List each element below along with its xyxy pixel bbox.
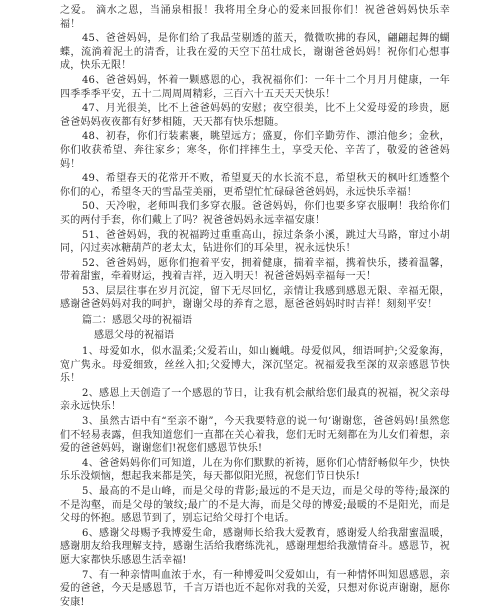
paragraph: 50、天冷啦，老师叫我们多穿衣服。爸爸妈妈，你们也要多穿衣服啊！我给你们买的两付手套，你们戴上了吗？祝爸爸妈妈永远幸福安康！	[60, 201, 450, 226]
paragraph: 2、感恩上天创造了一个感恩的节日，让我有机会献给您们最真的祝福，祝父亲母亲永远快乐！	[60, 387, 450, 413]
paragraph: 51、爸爸妈妈，我的祝福跨过重重高山，掠过条条小溪，跳过大马路，窜过小胡同，闪过卖冰糖葫芦的老太太，钻进你们的耳朵里，祝永远快乐！	[60, 229, 450, 255]
paragraph: 7、有一种亲情叫血浓于水，有一种博爱叫父爱如山，有一种情怀叫知恩感恩，亲爱的爸爸，今天是感恩节，千言万语也近不起你对我的关爱，只想对你说声谢谢，愿你安康!	[60, 569, 450, 608]
paragraph: 49、希望春天的花常开不败，希望夏天的水长流不息，希望秋天的枫叶红透整个你们的心，希望冬天的雪晶莹美丽，更希望忙忙碌碌爸爸妈妈，永远快乐幸福！	[60, 173, 450, 198]
top-list	[60, 4, 450, 312]
paragraph: 1、母爱如水，似水温柔;父爱若山，如山巍峨。母爱似风，细语呵护;父爱象海，宽广隽永。母爱细致，丝丝入扣;父爱博大，深沉坚定。祝福爱我至深的双亲感恩节快乐！	[60, 346, 450, 385]
paragraph: 6、感谢父母赐予我博爱生命，感谢师长给我大爱教育，感谢爱人给我甜蜜温暖，感谢朋友给我理解支持，感谢生活给我磨练洗礼，感谢理想给我激情奋斗。感恩节，祝愿大家都快乐感恩生活幸福!	[60, 527, 450, 566]
paragraph: 45、爸爸妈妈，是你们给了我晶莹剔透的蓝天，微微吹拂的春风，翩翩起舞的蝴蝶，流淌着泥土的清香，让我在爱的天空下茁壮成长，谢谢爸爸妈妈！祝你们心想事成，快乐无限！	[60, 33, 450, 72]
bottom-list	[60, 345, 450, 609]
paragraph: 3、虽然古语中有“至亲不谢”，今天我要特意的说一句‘谢谢您，爸爸妈妈!虽然您们不轻易表露，但我知道您们一直都在关心着我，您们无时无刻都在为儿女们着想，亲爱的爸爸妈妈，谢谢您们!祝您们感恩节快乐!	[60, 416, 450, 455]
paragraph: 47、月光很美，比不上爸爸妈妈的安慰；夜空很美，比不上父爱母爱的珍贵，愿爸爸妈妈夜夜都有好梦相随，天天都有快乐想随。	[60, 103, 450, 128]
paragraph: 48、初春，你们行装素裹，眺望远方；盛夏，你们辛勤劳作、漂泊他乡；金秋，你们收获希望、奔往家乡；寒冬，你们拌摔生土，享受天伦、辛苦了，敬爱的爸爸妈妈！	[60, 131, 450, 170]
paragraph: 52、爸爸妈妈，愿你们抱着平安，拥着健康，揣着幸福，携着快乐，搂着温馨，带着甜蜜，牵着财运，拽着吉祥，迈入明天！祝爸爸妈妈幸福每一天！	[60, 257, 450, 283]
sub-heading: 感恩父母的祝福语	[94, 330, 174, 342]
paragraph: 之爱。 滴水之恩，当涌泉相报！我将用全身心的爱来回报你们！祝爸爸妈妈快乐幸福！	[60, 5, 450, 30]
paragraph: 46、爸爸妈妈，怀着一颗感恩的心，我祝福你们：一年十二个月月月健康，一年四季季季平安，五十二周周周精彩，三百六十五天天天快乐！	[60, 74, 450, 100]
paragraph: 4、爸爸妈妈你们可知道，儿在为你们默默的祈祷，愿你们心情舒畅似年少，快快乐乐没烦恼，想起我来都是笑，每天都似阳光照，祝您们节日快乐!	[60, 457, 450, 483]
section-heading: 篇二：感恩父母的祝福语	[82, 315, 192, 327]
paragraph: 53、层层往事在岁月沉淀，留下无尽回忆，亲情让我感到感恩无限、幸福无限，感谢爸爸妈妈对我的呵护，谢谢父母的养育之恩，愿爸爸妈妈时时吉祥！刻刻平安！	[60, 285, 450, 311]
paragraph: 5、最高的不是山峰，而是父母的背影;最远的不是天边，而是父母的等待;最深的不是沟壑，而是父母的皱纹;最广的不是大海，而是父母的博爱;最暖的不是阳光，而是父母的怀抱。感恩节到了，别忘记给父母打个电话。	[60, 486, 450, 525]
